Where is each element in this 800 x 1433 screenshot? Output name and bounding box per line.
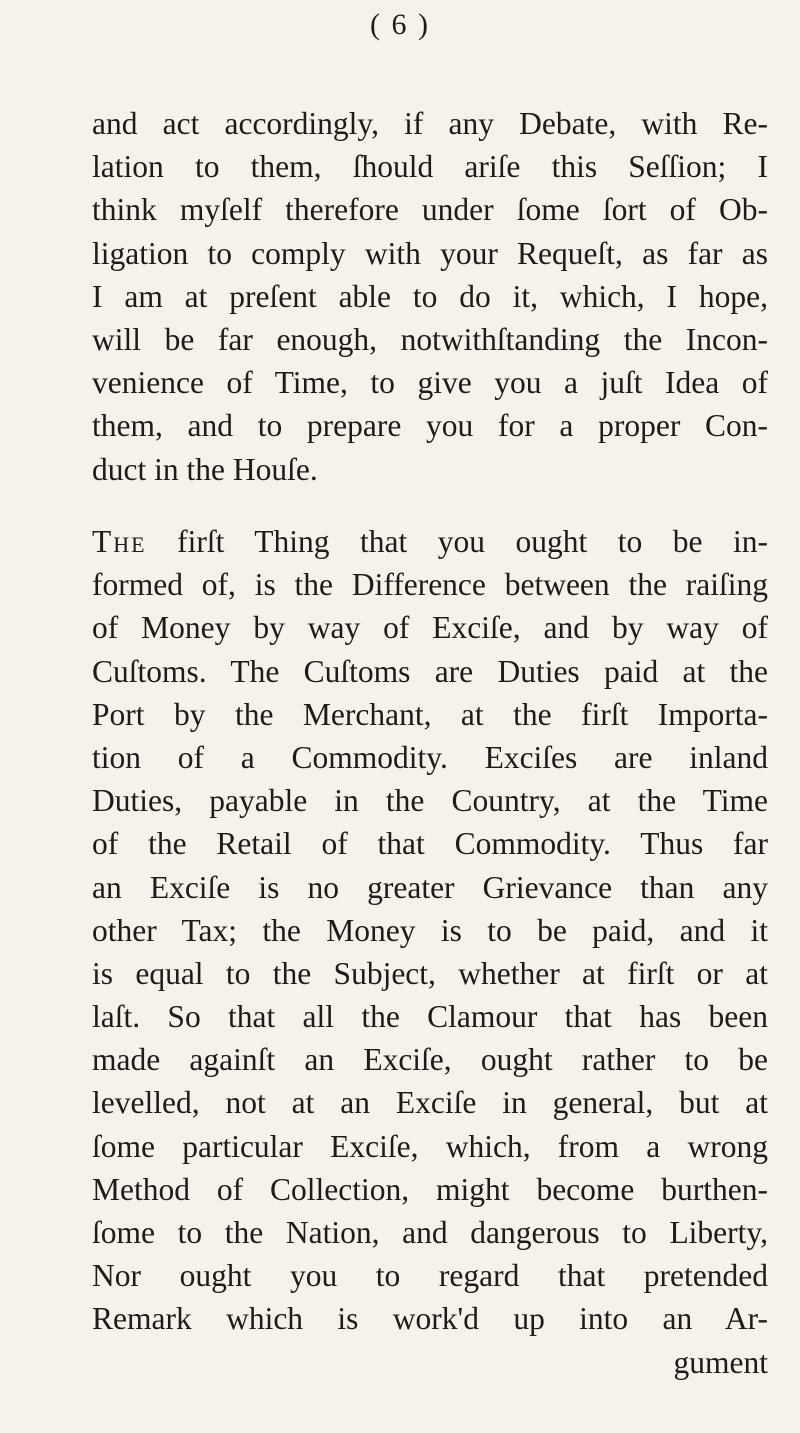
paragraph-1 <box>92 102 768 491</box>
text-line: venience of Time, to give you a juſt Idea of <box>92 365 768 401</box>
text-line: tion of a Commodity. Exciſes are inland <box>92 739 768 775</box>
text-line: Duties, payable in the Country, at the Time <box>92 783 768 819</box>
text-line: Cuſtoms. The Cuſtoms are Duties paid at the <box>92 653 768 689</box>
text-line: levelled, not at an Exciſe in general, but at <box>92 1085 768 1121</box>
text-line: Remark which is work'd up into an Ar- <box>92 1301 768 1337</box>
text-line: of Money by way of Exciſe, and by way of <box>92 610 768 646</box>
text-line: and act accordingly, if any Debate, with Re- <box>92 106 768 141</box>
text-line: of the Retail of that Commodity. Thus far <box>92 826 768 862</box>
catchword: gument <box>673 1344 768 1380</box>
text-line: other Tax; the Money is to be paid, and it <box>92 912 768 948</box>
text-line-rest: firſt Thing that you ought to be in- <box>146 524 768 559</box>
text-line: lation to them, ſhould ariſe this Seſſion; I <box>92 149 768 185</box>
page-number: ( 6 ) <box>370 8 430 41</box>
text-line: laſt. So that all the Clamour that has been <box>92 999 768 1035</box>
text-line: formed of, is the Difference between the raiſing <box>92 567 768 603</box>
text-line: I am at preſent able to do it, which, I hope, <box>92 278 768 314</box>
text-line: is equal to the Subject, whether at firſt or at <box>92 955 768 991</box>
paragraph-opening-word: The <box>92 524 147 559</box>
text-line: ligation to comply with your Requeſt, as far as <box>92 235 768 271</box>
text-line: Method of Collection, might become burthen- <box>92 1171 768 1207</box>
text-line: made againſt an Exciſe, ought rather to be <box>92 1042 768 1078</box>
paragraph-2 <box>92 520 768 1384</box>
text-line: will be far enough, notwithſtanding the Incon- <box>92 321 768 357</box>
text-line: duct in the Houſe. <box>92 451 318 487</box>
text-line: Nor ought you to regard that pretended <box>92 1258 768 1294</box>
text-line: think myſelf therefore under ſome ſort of Ob- <box>92 192 768 228</box>
text-line: an Exciſe is no greater Grievance than any <box>92 869 768 905</box>
text-line: Port by the Merchant, at the firſt Importa- <box>92 696 768 732</box>
text-line: them, and to prepare you for a proper Con- <box>92 408 768 444</box>
text-line: ſome particular Exciſe, which, from a wrong <box>92 1128 768 1164</box>
text-line: ſome to the Nation, and dangerous to Liberty, <box>92 1215 768 1250</box>
text-line-first <box>92 520 768 563</box>
